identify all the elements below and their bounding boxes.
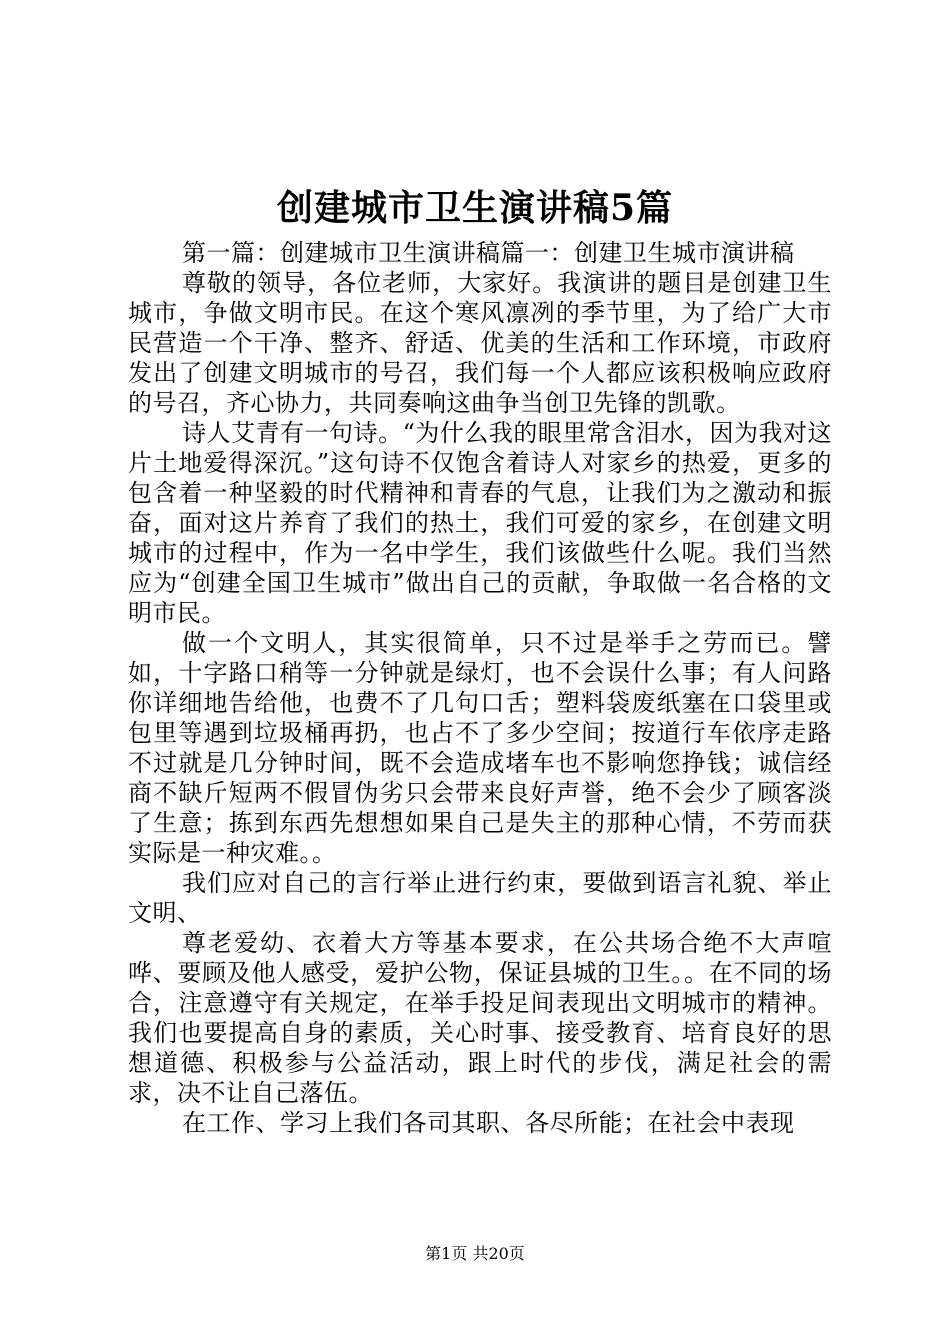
paragraph-2: 尊敬的领导，各位老师，大家好。我演讲的题目是创建卫生城市，争做文明市民。在这个寒风凛冽的季节里，为了给广大市民营造一个干净、整齐、舒适、优美的生活和工作环境，市政府发出了创建文明城市的号召，我们每一个人都应该积极响应政府的号召，齐心协力，共同奏响这曲争当创卫先锋的凯歌。: [128, 269, 832, 417]
document-title: 创建城市卫生演讲稿5篇: [276, 187, 674, 229]
paragraph-6: 尊老爱幼、衣着大方等基本要求，在公共场合绝不大声喧哗、要顾及他人感受，爱护公物，保证县城的卫生。。在不同的场合，注意遵守有关规定，在举手投足间表现出文明城市的精神。我们也要提高自身的素质，关心时事、接受教育、培育良好的思想道德、积极参与公益活动，跟上时代的步伐，满足社会的需求，决不让自己落伍。: [128, 929, 832, 1107]
paragraph-7: 在工作、学习上我们各司其职、各尽所能；在社会中表现: [182, 1109, 795, 1137]
paragraph-5: 我们应对自己的言行举止进行约束，要做到语言礼貌、举止文明、: [128, 869, 832, 927]
paragraph-3: 诗人艾青有一句诗。“为什么我的眼里常含泪水，因为我对这片土地爱得深沉。”这句诗不仅饱含着诗人对家乡的热爱，更多的包含着一种坚毅的时代精神和青春的气息，让我们为之激动和振奋，面对这片养育了我们的热土，我们可爱的家乡，在创建文明城市的过程中，作为一名中学生，我们该做些什么呢。我们当然应为“创建全国卫生城市”做出自己的贡献，争取做一名合格的文明市民。: [128, 419, 832, 627]
document-body: [128, 238, 832, 1138]
page-footer: 第1页 共20页: [425, 1244, 525, 1263]
paragraph-1: 第一篇：创建城市卫生演讲稿篇一：创建卫生城市演讲稿: [182, 239, 795, 267]
paragraph-4: 做一个文明人，其实很简单，只不过是举手之劳而已。譬如，十字路口稍等一分钟就是绿灯，也不会误什么事；有人问路你详细地告给他，也费不了几句口舌；塑料袋废纸塞在口袋里或包里等遇到垃圾桶再扔，也占不了多少空间；按道行车依序走路不过就是几分钟时间，既不会造成堵车也不影响您挣钱；诚信经商不缺斤短两不假冒伪劣只会带来良好声誉，绝不会少了顾客淡了生意；拣到东西先想想如果自己是失主的那种心情，不劳而获实际是一种灾难。。: [128, 629, 832, 867]
